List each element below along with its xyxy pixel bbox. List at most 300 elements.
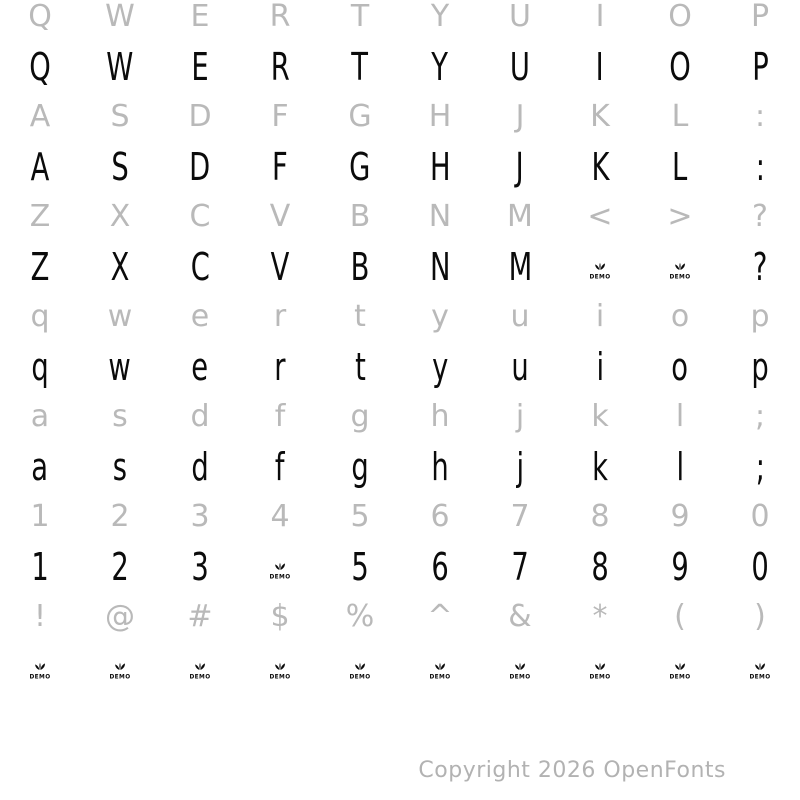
glyph-cell xyxy=(720,342,800,392)
glyph-char: p xyxy=(751,345,769,389)
glyph-char: & xyxy=(508,599,532,634)
glyph-char: u xyxy=(510,299,530,334)
demo-glyph xyxy=(240,642,320,692)
demo-label: DEMO xyxy=(669,674,691,681)
glyph-char: O xyxy=(668,0,692,34)
glyph-char: ? xyxy=(752,245,768,289)
glyph-char: a xyxy=(31,445,49,489)
glyph-char: S xyxy=(111,145,129,189)
glyph-cell xyxy=(400,592,480,642)
glyph-cell xyxy=(240,0,320,42)
glyph-cell xyxy=(400,342,480,392)
glyph-char: L xyxy=(671,99,689,134)
glyph-cell xyxy=(720,392,800,442)
glyph-char: J xyxy=(515,99,525,134)
glyph-row-8 xyxy=(0,342,800,392)
glyph-cell xyxy=(400,0,480,42)
glyph-char: q xyxy=(30,299,50,334)
glyph-cell xyxy=(560,442,640,492)
glyph-cell xyxy=(560,292,640,342)
glyph-row-12 xyxy=(0,542,800,592)
glyph-char: J xyxy=(515,145,525,189)
glyph-char: : xyxy=(754,99,766,134)
glyph-row-13 xyxy=(0,592,800,642)
glyph-char: > xyxy=(667,199,693,234)
glyph-cell xyxy=(480,0,560,42)
glyph-cell xyxy=(400,242,480,292)
glyph-char: ) xyxy=(754,599,766,634)
glyph-cell xyxy=(0,192,80,242)
glyph-cell xyxy=(240,492,320,542)
glyph-cell xyxy=(80,542,160,592)
glyph-char: a xyxy=(30,399,50,434)
glyph-char: d xyxy=(191,445,209,489)
glyph-char: 2 xyxy=(110,499,130,534)
glyph-char: 8 xyxy=(591,545,609,589)
glyph-char: B xyxy=(349,199,371,234)
glyph-char: : xyxy=(755,145,765,189)
glyph-cell xyxy=(80,242,160,292)
demo-ornament-icon xyxy=(267,558,293,582)
glyph-cell xyxy=(0,142,80,192)
glyph-cell xyxy=(720,0,800,42)
glyph-char: 1 xyxy=(31,545,49,589)
glyph-char: T xyxy=(351,45,369,89)
glyph-cell xyxy=(80,192,160,242)
glyph-cell xyxy=(0,392,80,442)
glyph-char: ! xyxy=(33,599,47,634)
demo-ornament-icon xyxy=(267,658,293,682)
demo-label: DEMO xyxy=(589,674,611,681)
demo-label: DEMO xyxy=(589,274,611,281)
glyph-char: V xyxy=(270,245,290,289)
glyph-cell xyxy=(720,42,800,92)
glyph-cell xyxy=(640,292,720,342)
glyph-cell xyxy=(720,542,800,592)
glyph-cell xyxy=(160,542,240,592)
glyph-cell xyxy=(640,542,720,592)
glyph-cell xyxy=(160,42,240,92)
glyph-cell xyxy=(240,392,320,442)
glyph-cell xyxy=(80,42,160,92)
glyph-cell xyxy=(320,392,400,442)
glyph-char: K xyxy=(591,145,609,189)
glyph-char: I xyxy=(595,0,605,34)
glyph-cell xyxy=(720,292,800,342)
glyph-char: g xyxy=(351,445,369,489)
glyph-cell xyxy=(160,442,240,492)
demo-label: DEMO xyxy=(509,674,531,681)
glyph-cell xyxy=(240,42,320,92)
glyph-char: M xyxy=(508,245,532,289)
glyph-cell xyxy=(720,142,800,192)
glyph-char: X xyxy=(110,245,130,289)
glyph-char: 5 xyxy=(350,499,370,534)
glyph-char: i xyxy=(596,345,604,389)
glyph-char: f xyxy=(275,445,285,489)
demo-ornament-icon xyxy=(587,658,613,682)
glyph-cell xyxy=(0,342,80,392)
demo-label: DEMO xyxy=(749,674,771,681)
glyph-char: 5 xyxy=(351,545,369,589)
glyph-char: G xyxy=(348,99,372,134)
glyph-char: 8 xyxy=(590,499,610,534)
glyph-cell xyxy=(160,492,240,542)
glyph-cell xyxy=(160,292,240,342)
glyph-cell xyxy=(80,492,160,542)
glyph-cell xyxy=(400,92,480,142)
glyph-cell xyxy=(0,292,80,342)
glyph-cell xyxy=(400,392,480,442)
glyph-char: W xyxy=(106,45,134,89)
glyph-cell xyxy=(160,0,240,42)
glyph-char: e xyxy=(190,299,210,334)
demo-label: DEMO xyxy=(669,274,691,281)
glyph-cell xyxy=(480,592,560,642)
glyph-char: V xyxy=(269,199,291,234)
glyph-char: A xyxy=(30,145,50,189)
glyph-cell xyxy=(720,442,800,492)
glyph-cell xyxy=(80,142,160,192)
glyph-cell xyxy=(320,192,400,242)
glyph-char: s xyxy=(112,445,128,489)
glyph-char: o xyxy=(670,299,690,334)
glyph-char: I xyxy=(595,45,605,89)
glyph-char: i xyxy=(595,299,605,334)
glyph-char: 3 xyxy=(190,499,210,534)
glyph-char: p xyxy=(750,299,770,334)
glyph-cell xyxy=(640,492,720,542)
glyph-char: h xyxy=(431,445,449,489)
glyph-cell xyxy=(160,342,240,392)
demo-glyph xyxy=(720,642,800,692)
glyph-cell xyxy=(0,0,80,42)
glyph-cell xyxy=(240,92,320,142)
glyph-char: G xyxy=(349,145,371,189)
glyph-cell xyxy=(80,342,160,392)
glyph-cell xyxy=(640,0,720,42)
glyph-row-11 xyxy=(0,492,800,542)
glyph-char: R xyxy=(269,0,291,34)
glyph-cell xyxy=(560,142,640,192)
glyph-char: N xyxy=(428,199,452,234)
demo-label: DEMO xyxy=(109,674,131,681)
glyph-char: 0 xyxy=(750,499,770,534)
glyph-row-3 xyxy=(0,92,800,142)
demo-ornament-icon xyxy=(747,658,773,682)
demo-ornament-icon xyxy=(27,658,53,682)
glyph-cell xyxy=(240,142,320,192)
demo-label: DEMO xyxy=(269,674,291,681)
glyph-char: # xyxy=(187,599,213,634)
glyph-char: k xyxy=(592,445,608,489)
glyph-char: Z xyxy=(29,199,51,234)
glyph-char: g xyxy=(350,399,370,434)
glyph-cell xyxy=(240,592,320,642)
glyph-row-6 xyxy=(0,242,800,292)
glyph-cell xyxy=(640,392,720,442)
glyph-char: t xyxy=(354,345,366,389)
glyph-cell xyxy=(160,242,240,292)
demo-label: DEMO xyxy=(349,674,371,681)
glyph-cell xyxy=(320,442,400,492)
glyph-char: 9 xyxy=(671,545,689,589)
glyph-cell xyxy=(720,92,800,142)
glyph-cell xyxy=(480,292,560,342)
glyph-cell xyxy=(240,192,320,242)
glyph-cell xyxy=(320,592,400,642)
glyph-cell xyxy=(480,42,560,92)
glyph-char: l xyxy=(675,399,685,434)
glyph-char: N xyxy=(429,245,451,289)
glyph-cell xyxy=(0,492,80,542)
glyph-cell xyxy=(240,242,320,292)
glyph-cell xyxy=(720,192,800,242)
glyph-char: H xyxy=(429,145,451,189)
glyph-cell xyxy=(640,342,720,392)
glyph-char: q xyxy=(31,345,49,389)
glyph-char: B xyxy=(350,245,370,289)
glyph-cell xyxy=(560,592,640,642)
glyph-char: Q xyxy=(28,0,52,34)
demo-ornament-icon xyxy=(107,658,133,682)
glyph-char: C xyxy=(190,245,210,289)
glyph-cell xyxy=(320,42,400,92)
glyph-cell xyxy=(640,592,720,642)
glyph-cell xyxy=(480,442,560,492)
glyph-cell xyxy=(0,242,80,292)
demo-glyph xyxy=(400,642,480,692)
glyph-char: < xyxy=(587,199,613,234)
glyph-cell xyxy=(0,542,80,592)
glyph-char: C xyxy=(189,199,211,234)
glyph-row-4 xyxy=(0,142,800,192)
glyph-cell xyxy=(480,92,560,142)
glyph-cell xyxy=(400,42,480,92)
glyph-char: r xyxy=(274,345,286,389)
glyph-char: w xyxy=(107,299,133,334)
glyph-char: P xyxy=(751,45,769,89)
glyph-char: H xyxy=(428,99,452,134)
glyph-char: W xyxy=(105,0,135,34)
glyph-char: 1 xyxy=(30,499,50,534)
glyph-cell xyxy=(320,0,400,42)
glyph-char: j xyxy=(516,445,524,489)
demo-glyph xyxy=(640,642,720,692)
glyph-cell xyxy=(160,192,240,242)
demo-glyph xyxy=(0,642,80,692)
glyph-cell xyxy=(400,542,480,592)
glyph-cell xyxy=(560,92,640,142)
glyph-char: S xyxy=(110,99,130,134)
glyph-char: w xyxy=(108,345,132,389)
glyph-char: U xyxy=(509,45,531,89)
glyph-cell xyxy=(0,42,80,92)
glyph-cell xyxy=(240,292,320,342)
glyph-cell xyxy=(400,442,480,492)
glyph-char: t xyxy=(354,299,366,334)
glyph-char: h xyxy=(430,399,450,434)
glyph-char: k xyxy=(591,399,609,434)
glyph-cell xyxy=(480,192,560,242)
glyph-cell xyxy=(640,442,720,492)
glyph-char: F xyxy=(271,99,289,134)
demo-glyph xyxy=(240,542,320,592)
glyph-row-1 xyxy=(0,0,800,42)
demo-label: DEMO xyxy=(269,574,291,581)
glyph-cell xyxy=(480,492,560,542)
glyph-cell xyxy=(0,442,80,492)
glyph-cell xyxy=(560,492,640,542)
glyph-char: 4 xyxy=(270,499,290,534)
glyph-char: O xyxy=(669,45,691,89)
glyph-char: y xyxy=(431,299,449,334)
glyph-char: 7 xyxy=(510,499,530,534)
glyph-cell xyxy=(560,42,640,92)
glyph-char: d xyxy=(190,399,210,434)
glyph-char: j xyxy=(515,399,525,434)
glyph-cell xyxy=(400,292,480,342)
glyph-char: Y xyxy=(430,0,450,34)
glyph-cell xyxy=(80,442,160,492)
glyph-cell xyxy=(80,92,160,142)
glyph-char: y xyxy=(431,345,449,389)
glyph-cell xyxy=(720,242,800,292)
glyph-cell xyxy=(640,92,720,142)
glyph-char: 3 xyxy=(191,545,209,589)
glyph-cell xyxy=(720,492,800,542)
glyph-char: E xyxy=(190,0,210,34)
glyph-cell xyxy=(400,492,480,542)
demo-glyph xyxy=(320,642,400,692)
glyph-char: 0 xyxy=(751,545,769,589)
glyph-char: 2 xyxy=(111,545,129,589)
glyph-cell xyxy=(80,392,160,442)
glyph-char: 6 xyxy=(431,545,449,589)
glyph-char: 7 xyxy=(511,545,529,589)
glyph-cell xyxy=(320,92,400,142)
demo-glyph xyxy=(160,642,240,692)
glyph-char: s xyxy=(112,399,128,434)
glyph-char: $ xyxy=(270,599,290,634)
glyph-char: E xyxy=(191,45,209,89)
glyph-char: L xyxy=(672,145,688,189)
glyph-cell xyxy=(320,542,400,592)
copyright-text: Copyright 2026 OpenFonts xyxy=(418,758,726,783)
demo-glyph xyxy=(560,642,640,692)
glyph-cell xyxy=(560,0,640,42)
glyph-cell xyxy=(720,592,800,642)
demo-ornament-icon xyxy=(667,258,693,282)
demo-ornament-icon xyxy=(667,658,693,682)
glyph-char: U xyxy=(509,0,531,34)
glyph-cell xyxy=(160,392,240,442)
glyph-cell xyxy=(400,142,480,192)
glyph-cell xyxy=(480,392,560,442)
glyph-char: r xyxy=(273,299,287,334)
demo-ornament-icon xyxy=(347,658,373,682)
glyph-char: f xyxy=(274,399,286,434)
demo-glyph xyxy=(560,242,640,292)
glyph-cell xyxy=(320,292,400,342)
glyph-cell xyxy=(560,392,640,442)
glyph-char: ? xyxy=(752,199,768,234)
glyph-char: 6 xyxy=(430,499,450,534)
demo-label: DEMO xyxy=(429,674,451,681)
glyph-cell xyxy=(240,342,320,392)
glyph-row-5 xyxy=(0,192,800,242)
glyph-char: Q xyxy=(29,45,51,89)
demo-label: DEMO xyxy=(189,674,211,681)
glyph-cell xyxy=(320,342,400,392)
demo-ornament-icon xyxy=(427,658,453,682)
demo-ornament-icon xyxy=(587,258,613,282)
glyph-char: u xyxy=(511,345,529,389)
glyph-char: ; xyxy=(755,445,765,489)
glyph-char: P xyxy=(750,0,770,34)
glyph-char: K xyxy=(590,99,610,134)
glyph-cell xyxy=(80,0,160,42)
glyph-char: @ xyxy=(105,599,135,634)
glyph-cell xyxy=(560,192,640,242)
glyph-cell xyxy=(640,142,720,192)
glyph-cell xyxy=(640,192,720,242)
glyph-char: ( xyxy=(674,599,686,634)
glyph-cell xyxy=(160,92,240,142)
glyph-cell xyxy=(320,242,400,292)
glyph-char: % xyxy=(345,599,375,634)
glyph-row-14 xyxy=(0,642,800,692)
glyph-char: D xyxy=(188,99,212,134)
glyph-cell xyxy=(320,142,400,192)
demo-label: DEMO xyxy=(29,674,51,681)
demo-ornament-icon xyxy=(507,658,533,682)
glyph-char: F xyxy=(272,145,288,189)
glyph-char: A xyxy=(29,99,51,134)
glyph-char: R xyxy=(270,45,290,89)
glyph-char: Z xyxy=(30,245,50,289)
glyph-char: Y xyxy=(431,45,449,89)
glyph-cell xyxy=(160,142,240,192)
glyph-cell xyxy=(480,342,560,392)
glyph-char: 9 xyxy=(670,499,690,534)
demo-ornament-icon xyxy=(187,658,213,682)
glyph-char: ; xyxy=(754,399,766,434)
glyph-char: ^ xyxy=(427,599,453,634)
demo-glyph xyxy=(640,242,720,292)
glyph-cell xyxy=(160,592,240,642)
glyph-cell xyxy=(80,592,160,642)
glyph-cell xyxy=(480,142,560,192)
glyph-char: D xyxy=(189,145,211,189)
glyph-row-10 xyxy=(0,442,800,492)
glyph-cell xyxy=(0,592,80,642)
glyph-row-9 xyxy=(0,392,800,442)
glyph-cell xyxy=(400,192,480,242)
glyph-char: * xyxy=(592,599,608,634)
glyph-char: o xyxy=(671,345,689,389)
glyph-char: e xyxy=(191,345,209,389)
glyph-row-7 xyxy=(0,292,800,342)
glyph-char: M xyxy=(507,199,533,234)
glyph-char: l xyxy=(676,445,684,489)
glyph-cell xyxy=(80,292,160,342)
demo-glyph xyxy=(480,642,560,692)
glyph-cell xyxy=(0,92,80,142)
demo-glyph xyxy=(80,642,160,692)
glyph-cell xyxy=(320,492,400,542)
glyph-row-2 xyxy=(0,42,800,92)
